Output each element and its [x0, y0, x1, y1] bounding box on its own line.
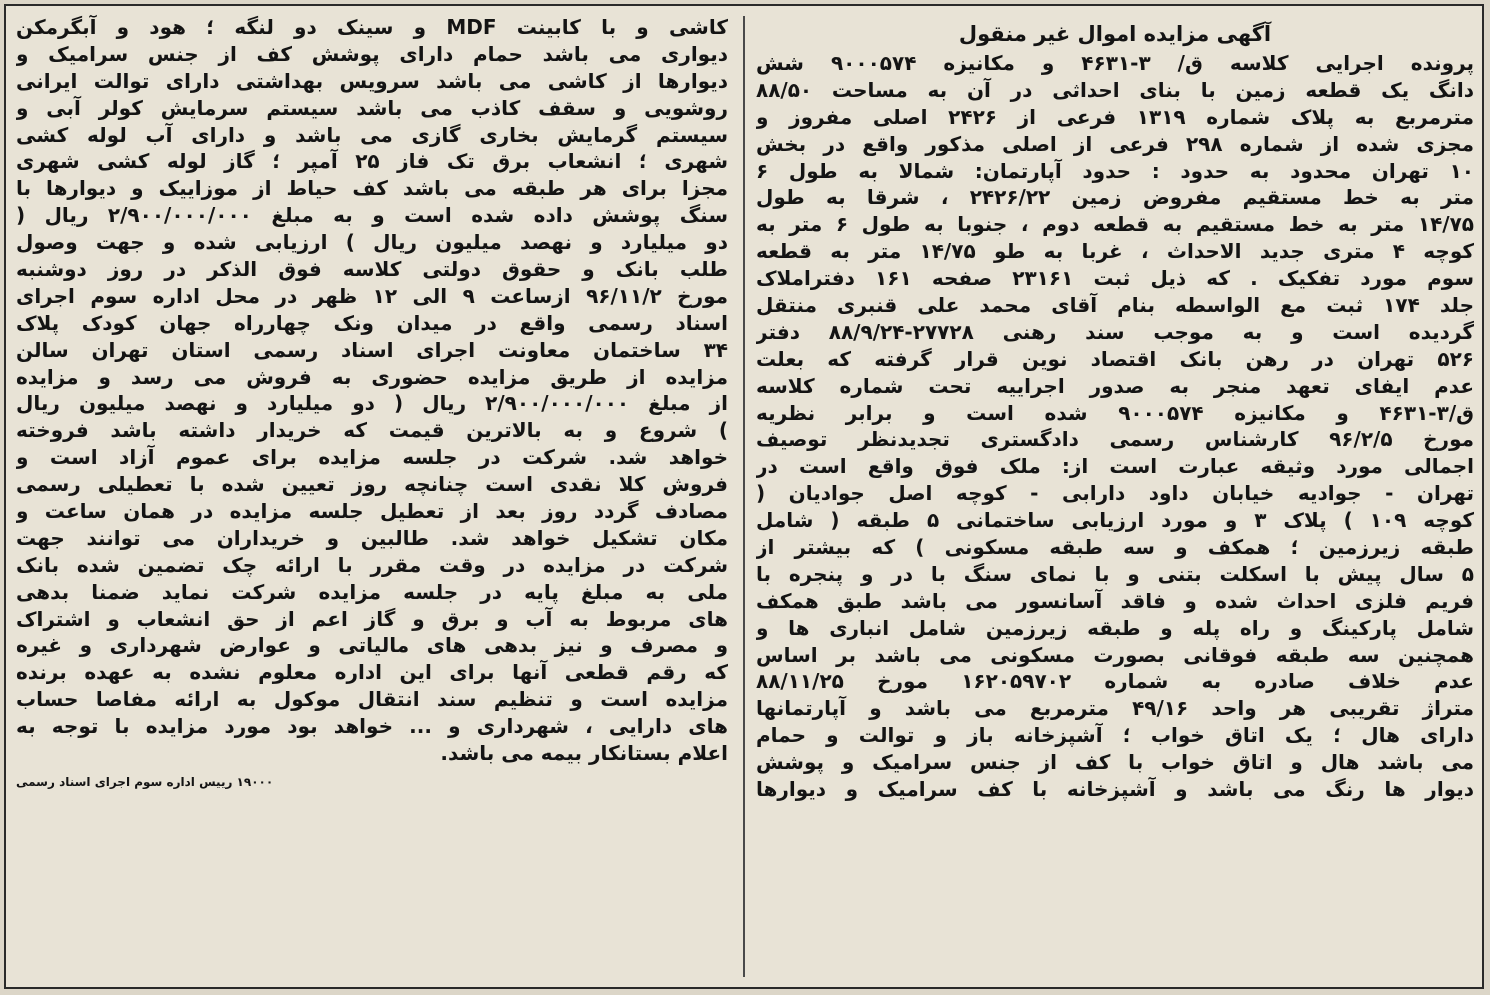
column-divider	[743, 16, 745, 977]
newspaper-clipping	[4, 4, 1484, 989]
text-line: متراژ تقریبی هر واحد ۴۹/۱۶ مترمربع می باشد و آپارتمانها	[756, 696, 1474, 721]
text-line: اعلام بستانکار بیمه می باشد.	[440, 741, 728, 766]
right-column	[756, 14, 1474, 803]
text-line: ملی به مبلغ پایه در جلسه مزایده شرکت نماید ضمنا بدهی	[16, 579, 728, 604]
text-line: روشویی و سقف کاذب می باشد سیستم سرمایش کولر آبی و	[16, 95, 728, 120]
text-line: عدم ایفای تعهد منجر به صدور اجراییه تحت شماره کلاسه	[756, 373, 1474, 398]
text-line: اجمالی مورد وثیقه عبارت است از: ملک فوق واقع است در	[756, 454, 1474, 479]
text-line: مزایده است و تنظیم سند انتقال موکول به ارائه مفاصا حساب	[16, 687, 728, 712]
text-line: دیواری می باشد حمام دارای پوشش کف از جنس سرامیک و	[16, 41, 728, 66]
text-line: شامل پارکینگ و راه پله و طبقه زیرزمین شامل انباری ها و	[756, 615, 1474, 640]
left-column	[16, 14, 728, 791]
text-line: گردیده است و به موجب سند رهنی ۲۷۷۲۸-۸۸/۹/۲۴ دفتر	[756, 319, 1474, 344]
text-line: دانگ یک قطعه زمین با بنای احداثی در آن به مساحت ۸۸/۵۰	[756, 77, 1474, 102]
text-line: مصادف گردد روز بعد از تعطیل جلسه مزایده در همان ساعت و	[16, 499, 728, 524]
text-line: دیوار ها رنگ می باشد و آشپزخانه با کف سرامیک و دیوارها	[756, 777, 1474, 802]
text-line: دو میلیارد و نهصد میلیون ریال ) ارزیابی شده و جهت وصول	[16, 230, 728, 255]
text-line: و مصرف و نیز بدهی های مالیاتی و عوارض شهرداری و غیره	[16, 633, 728, 658]
text-line: شهری ؛ انشعاب برق تک فاز ۲۵ آمپر ؛ گاز لوله کشی شهری	[16, 149, 728, 174]
text-line: دارای هال ؛ یک اتاق خواب ؛ آشپزخانه باز و توالت و حمام	[756, 723, 1474, 748]
text-line: خواهد شد. شرکت در جلسه مزایده برای عموم آزاد است و	[16, 445, 728, 470]
text-line: که رقم قطعی آنها برای این اداره معلوم نشده به عهده برنده	[16, 660, 728, 685]
text-line: همچنین سه طبقه فوقانی بصورت مسکونی می باشد بر اساس	[756, 642, 1474, 667]
text-line: کوچه ۱۰۹ ) پلاک ۳ و مورد ارزیابی ساختمانی ۵ طبقه ( شامل	[756, 508, 1474, 533]
text-line: پرونده اجرایی کلاسه ق/ ۳-۴۶۳۱ و مکانیزه ۹۰۰۰۵۷۴ شش	[756, 51, 1474, 75]
signature-line: ۱۹۰۰۰ رییس اداره سوم اجرای اسناد رسمی	[16, 774, 274, 789]
text-line: کاشی و با کابینت MDF و سینک دو لنگه ؛ هود و آبگرمکن	[16, 15, 728, 39]
text-line: ۵۲۶ تهران در رهن بانک اقتصاد نوین قرار گرفته که بعلت	[756, 346, 1474, 371]
text-line: مترمربع به پلاک شماره ۱۳۱۹ فرعی از ۲۴۲۶ اصلی مفروز و	[756, 104, 1474, 129]
text-line: مجزا برای هر طبقه می باشد کف حیاط از موزاییک و دیوارها با	[16, 176, 728, 201]
text-line: مکان تشکیل خواهد شد. طالبین و خریداران می توانند جهت	[16, 525, 728, 550]
text-line: ق/۳-۴۶۳۱ و مکانیزه ۹۰۰۰۵۷۴ شده است و برابر نظریه	[756, 400, 1474, 425]
text-line: ۳۴ ساختمان معاونت اجرای اسناد رسمی استان تهران سالن	[16, 337, 728, 362]
text-line: فروش کلا نقدی است چنانچه روز تعیین شده با تعطیلی رسمی	[16, 472, 728, 497]
text-line: مورخ ۹۶/۲/۵ کارشناس رسمی دادگستری تجدیدنظر توصیف	[756, 427, 1474, 452]
text-line: طلب بانک و حقوق دولتی کلاسه فوق الذکر در روز دوشنبه	[16, 257, 728, 282]
text-line: سیستم گرمایش بخاری گازی می باشد و دارای آب لوله کشی	[16, 122, 728, 147]
text-line: ) شروع و به بالاترین قیمت که خریدار داشته باشد فروخته	[16, 418, 728, 443]
text-line: عدم خلاف صادره به شماره ۱۶۲۰۵۹۷۰۲ مورخ ۸۸/۱۱/۲۵	[756, 669, 1474, 694]
text-line: فریم فلزی احداث شده و فاقد آسانسور می باشد طبق همکف	[756, 588, 1474, 613]
notice-title: آگهی مزایده اموال غیر منقول	[958, 22, 1272, 46]
text-line: متر به خط مستقیم مفروض زمین ۲۴۲۶/۲۲ ، شرقا به طول	[756, 185, 1474, 210]
text-line: طبقه زیرزمین ؛ همکف و سه طبقه مسکونی ) که بیشتر از	[756, 535, 1474, 560]
text-line: مزایده از طریق مزایده حضوری به فروش می رسد و مزایده	[16, 364, 728, 389]
text-line: از مبلغ ۲/۹۰۰/۰۰۰/۰۰۰ ریال ( دو میلیارد و نهصد میلیون ریال	[16, 391, 728, 416]
text-line: مجزی شده از شماره ۲۹۸ فرعی از اصلی مذکور واقع در بخش	[756, 131, 1474, 156]
text-line: کوچه ۴ متری جدید الاحداث ، غربا به طو ۱۴/۷۵ متر به قطعه	[756, 239, 1474, 264]
text-line: های دارایی ، شهرداری و ... خواهد بود مورد مزایده با توجه به	[16, 714, 728, 739]
text-line: دیوارها از کاشی می باشد سرویس بهداشتی دارای توالت ایرانی	[16, 68, 728, 93]
text-line: ۵ سال پیش با اسکلت بتنی و با نمای سنگ با در و پنجره با	[756, 561, 1474, 586]
text-line: سوم مورد تفکیک . که ذیل ثبت ۲۳۱۶۱ صفحه ۱۶۱ دفتراملاک	[756, 266, 1474, 291]
text-line: تهران - جوادیه خیابان داود دارابی - کوچه اصل جوادیان (	[756, 481, 1474, 506]
text-line: جلد ۱۷۴ ثبت مع الواسطه بنام آقای محمد علی قنبری منتقل	[756, 293, 1474, 318]
text-line: ۱۴/۷۵ متر به خط مستقیم به قطعه دوم ، جنوبا به طول ۶ متر به	[756, 212, 1474, 237]
text-line: های مربوط به آب و برق و گاز اعم از حق انشعاب و اشتراک	[16, 606, 728, 631]
text-line: اسناد رسمی واقع در میدان ونک چهارراه جهان کودک پلاک	[16, 310, 728, 335]
text-line: می باشد هال و اتاق خواب با کف از جنس سرامیک و پوشش	[756, 750, 1474, 775]
text-line: ۱۰ تهران محدود به حدود : حدود آپارتمان: شمالا به طول ۶	[756, 158, 1474, 183]
text-line: سنگ پوشش داده شده است و به مبلغ ۲/۹۰۰/۰۰۰/۰۰۰ ریال (	[16, 203, 728, 228]
text-line: مورخ ۹۶/۱۱/۲ ازساعت ۹ الی ۱۲ ظهر در محل اداره سوم اجرای	[16, 283, 728, 308]
text-line: شرکت در مزایده در وقت مقرر با ارائه چک تضمین شده بانک	[16, 552, 728, 577]
